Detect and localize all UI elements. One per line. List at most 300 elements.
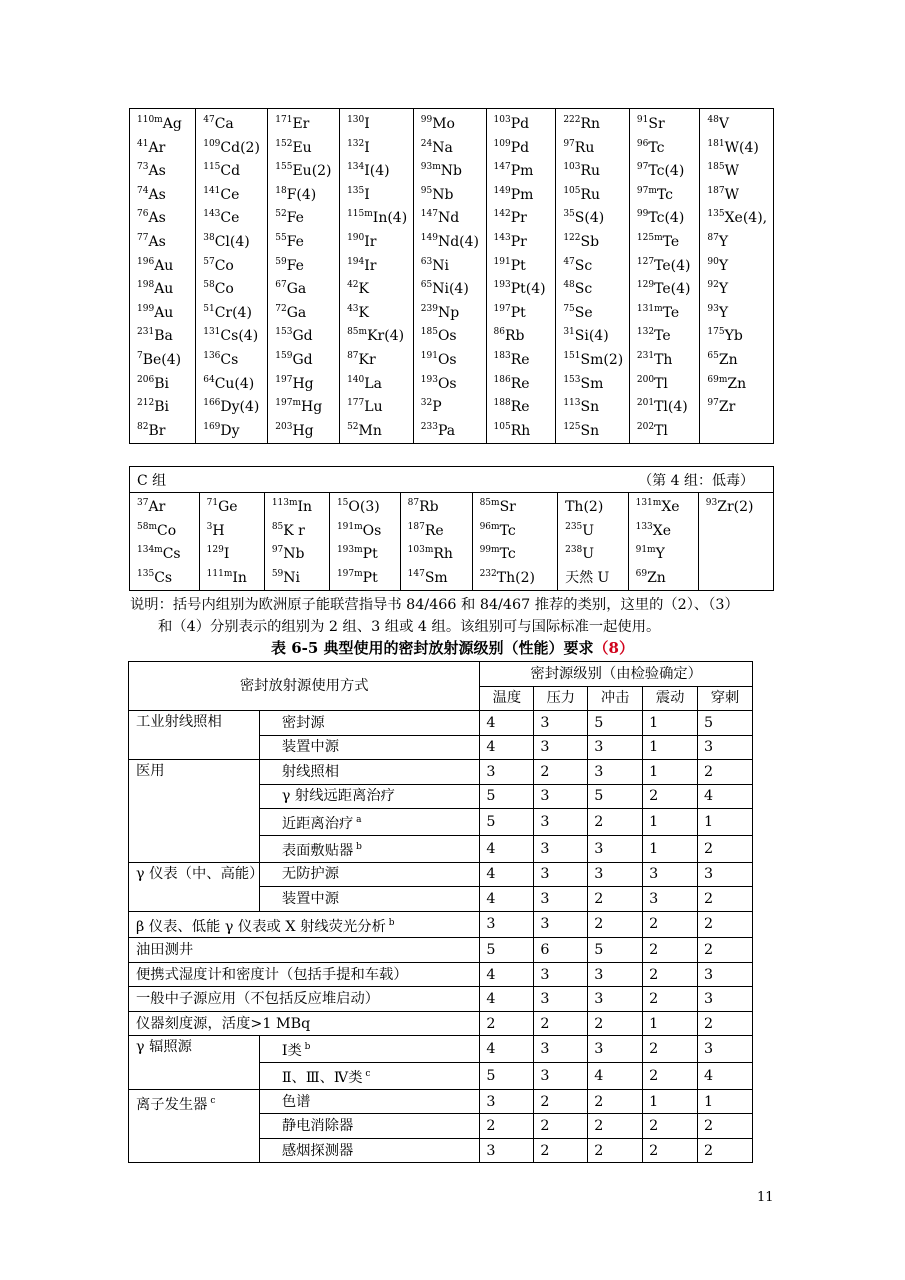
level-value: 3 bbox=[698, 1036, 753, 1063]
mass-number: 186 bbox=[493, 374, 511, 385]
header-col: 温度 bbox=[480, 686, 534, 711]
element-symbol: Na bbox=[432, 139, 453, 156]
table-row bbox=[129, 711, 753, 736]
nuclide-column bbox=[472, 493, 558, 591]
note-line-2: 和（4）分别表示的组别为 2 组、3 组或 4 组。该组别可与国际标准一起使用。 bbox=[158, 619, 661, 635]
mass-number: 197 bbox=[275, 374, 293, 385]
mass-number: 113 bbox=[563, 398, 581, 409]
nuclide bbox=[203, 113, 267, 137]
mass-number: 135 bbox=[137, 568, 155, 579]
element-symbol: Ru bbox=[580, 163, 601, 180]
nuclide bbox=[275, 231, 339, 255]
nuclide bbox=[203, 373, 267, 397]
table-row bbox=[129, 862, 753, 887]
element-symbol: Ag bbox=[162, 116, 182, 132]
element-symbol: Rh bbox=[510, 422, 531, 439]
mass-number: 171 bbox=[275, 115, 293, 125]
table-row bbox=[129, 1011, 753, 1036]
nuclide bbox=[563, 349, 629, 373]
element-symbol: Te bbox=[654, 328, 671, 345]
element-symbol: Bi bbox=[154, 399, 169, 416]
level-value: 4 bbox=[588, 1063, 643, 1090]
nuclide bbox=[707, 373, 773, 397]
mass-number: 130 bbox=[347, 115, 365, 125]
mass-number: 153 bbox=[563, 374, 581, 385]
element-symbol: Ni bbox=[432, 257, 449, 274]
nuclide bbox=[272, 567, 329, 591]
nuclide bbox=[707, 184, 773, 208]
element-symbol: P bbox=[432, 399, 442, 416]
nuclide bbox=[637, 396, 700, 420]
mass-number: 38 bbox=[203, 232, 215, 243]
level-value: 2 bbox=[588, 1089, 643, 1114]
element-symbol: Y bbox=[655, 546, 665, 562]
mass-number: 103 bbox=[493, 115, 511, 125]
level-value: 2 bbox=[534, 1089, 588, 1114]
level-value: 2 bbox=[534, 1138, 588, 1163]
nuclide bbox=[203, 420, 267, 444]
nuclide bbox=[563, 184, 629, 208]
mass-number: 188 bbox=[493, 398, 511, 409]
nuclide-table-c bbox=[129, 466, 774, 591]
level-value: 1 bbox=[643, 735, 698, 760]
footnote-mark: a bbox=[353, 815, 362, 825]
level-value: 2 bbox=[643, 1114, 698, 1139]
level-value: 4 bbox=[480, 711, 534, 736]
element-symbol: As bbox=[148, 210, 166, 227]
nuclide-column bbox=[130, 493, 200, 591]
mass-number: 141 bbox=[203, 185, 221, 196]
mass-number: 86 bbox=[493, 327, 505, 338]
element-symbol: Au bbox=[154, 281, 174, 298]
table-6-5-body bbox=[129, 662, 753, 1163]
header-col: 压力 bbox=[534, 686, 588, 711]
nuclide bbox=[275, 373, 339, 397]
mass-number: 87 bbox=[347, 350, 359, 361]
element-symbol: Lu bbox=[364, 399, 383, 416]
nuclide bbox=[565, 520, 628, 544]
mass-number: 166 bbox=[203, 398, 221, 409]
mass-number: 169 bbox=[203, 421, 221, 432]
nuclide bbox=[421, 373, 486, 397]
nuclide bbox=[563, 160, 629, 184]
usage-sub: 色谱 bbox=[259, 1089, 480, 1114]
nuclide bbox=[275, 207, 339, 231]
nuclide bbox=[637, 373, 700, 397]
level-value: 2 bbox=[698, 1138, 753, 1163]
element-symbol: Rb bbox=[505, 328, 525, 345]
nuclide bbox=[565, 496, 628, 520]
nuclide bbox=[408, 543, 472, 567]
mass-number: 85 bbox=[271, 521, 284, 532]
nuclide bbox=[563, 325, 629, 349]
usage-group: 离子发生器 $^c$ bbox=[129, 1089, 260, 1163]
element-symbol: Er bbox=[292, 116, 310, 132]
nuclide-column bbox=[400, 493, 472, 591]
nuclide bbox=[421, 184, 486, 208]
element-symbol: O(3) bbox=[348, 499, 380, 515]
nuclide bbox=[275, 113, 339, 137]
mass-number: 197m bbox=[336, 568, 363, 579]
level-value: 3 bbox=[534, 711, 588, 736]
element-symbol: Nd bbox=[437, 210, 460, 227]
element-symbol: Sm bbox=[424, 569, 448, 586]
nuclide bbox=[636, 520, 698, 544]
nuclide bbox=[563, 396, 629, 420]
level-value: 2 bbox=[643, 1138, 698, 1163]
element-symbol: Tc bbox=[648, 139, 665, 156]
element-symbol: Ar bbox=[148, 139, 166, 156]
usage-sub: 无防护源 bbox=[259, 862, 480, 887]
usage-sub: 静电消除器 bbox=[259, 1114, 480, 1139]
mass-number: 175 bbox=[707, 327, 725, 338]
nuclide bbox=[347, 231, 413, 255]
level-value: 5 bbox=[588, 784, 643, 809]
nuclide bbox=[275, 325, 339, 349]
level-value: 3 bbox=[534, 784, 588, 809]
element-symbol: Ga bbox=[286, 281, 307, 298]
mass-number: 194 bbox=[347, 256, 365, 267]
mass-number: 132 bbox=[636, 327, 655, 338]
element-symbol: Y bbox=[718, 304, 729, 321]
mass-number: 199 bbox=[137, 303, 155, 314]
mass-number: 193 bbox=[420, 374, 438, 385]
level-value: 3 bbox=[534, 735, 588, 760]
mass-number: 111m bbox=[206, 568, 233, 579]
nuclide bbox=[421, 396, 486, 420]
element-symbol: Pd bbox=[510, 139, 530, 156]
mass-number: 147 bbox=[420, 209, 438, 220]
nuclide-column bbox=[130, 109, 196, 444]
level-value: 3 bbox=[698, 987, 753, 1012]
nuclide bbox=[421, 278, 486, 302]
element-symbol: Re bbox=[510, 351, 530, 368]
mass-number: 43 bbox=[347, 303, 359, 314]
mass-number: 74 bbox=[137, 185, 149, 196]
element-symbol: Eu(2) bbox=[292, 163, 332, 180]
table-c-body-row bbox=[130, 493, 774, 591]
nuclide bbox=[637, 184, 700, 208]
element-symbol: Xe(4), bbox=[724, 210, 768, 227]
usage-sub: Ⅰ类 $^b$ bbox=[259, 1036, 480, 1063]
element-symbol: Sn bbox=[580, 422, 600, 439]
level-value: 1 bbox=[698, 809, 753, 836]
mass-number: 191m bbox=[336, 521, 363, 532]
mass-number: 58 bbox=[203, 280, 215, 291]
nuclide-column bbox=[196, 109, 268, 444]
usage-cell: 一般中子源应用（不包括反应堆启动） bbox=[129, 987, 480, 1012]
mass-number: 37 bbox=[137, 498, 149, 508]
table-row bbox=[129, 938, 753, 963]
element-symbol: Cs bbox=[220, 351, 239, 368]
nuclide bbox=[137, 302, 195, 326]
level-value: 3 bbox=[534, 1036, 588, 1063]
level-value: 2 bbox=[643, 784, 698, 809]
mass-number: 187 bbox=[707, 185, 725, 196]
mass-number: 149 bbox=[420, 232, 438, 243]
element-symbol: H bbox=[212, 522, 225, 539]
nuclide bbox=[421, 420, 486, 444]
element-symbol: Pr bbox=[510, 233, 527, 250]
table-6-5 bbox=[128, 661, 753, 1163]
level-value: 3 bbox=[588, 760, 643, 785]
nuclide bbox=[707, 207, 773, 231]
header-col: 冲击 bbox=[588, 686, 643, 711]
element-symbol: Os bbox=[437, 375, 457, 392]
nuclide bbox=[637, 349, 700, 373]
mass-number: 35 bbox=[563, 209, 575, 220]
level-value: 3 bbox=[534, 987, 588, 1012]
element-symbol: Re bbox=[510, 375, 530, 392]
nuclide bbox=[275, 160, 339, 184]
nuclide bbox=[207, 567, 264, 591]
mass-number: 212 bbox=[137, 398, 155, 409]
level-value: 2 bbox=[698, 1114, 753, 1139]
mass-number: 222 bbox=[563, 115, 581, 125]
nuclide bbox=[275, 137, 339, 161]
mass-number: 135 bbox=[707, 209, 725, 220]
mass-number: 203 bbox=[275, 421, 293, 432]
mass-number: 72 bbox=[275, 303, 287, 314]
footnote-mark: c bbox=[362, 1069, 371, 1080]
element-symbol: Os bbox=[362, 522, 382, 539]
element-symbol: Ar bbox=[148, 499, 166, 515]
usage-cell: 仪器刻度源，活度>1 MBq bbox=[129, 1011, 480, 1036]
element-symbol: Co bbox=[157, 522, 177, 539]
nuclide bbox=[494, 255, 556, 279]
nuclide-column bbox=[486, 109, 556, 444]
element-symbol: Te bbox=[662, 304, 680, 321]
nuclide bbox=[275, 255, 339, 279]
nuclide bbox=[636, 496, 698, 520]
nuclide bbox=[421, 207, 486, 231]
level-value: 3 bbox=[480, 760, 534, 785]
nuclide bbox=[347, 113, 413, 137]
nuclide bbox=[421, 325, 486, 349]
table-row bbox=[129, 1089, 753, 1114]
element-symbol: U bbox=[582, 546, 595, 562]
nuclide bbox=[347, 184, 413, 208]
element-symbol: As bbox=[148, 186, 166, 203]
mass-number: 59 bbox=[271, 568, 284, 579]
level-value: 2 bbox=[698, 1011, 753, 1036]
mass-number: 122 bbox=[563, 232, 581, 243]
mass-number: 115 bbox=[203, 162, 221, 173]
element-symbol: Ce bbox=[220, 186, 240, 203]
level-value: 5 bbox=[480, 784, 534, 809]
nuclide bbox=[480, 567, 558, 591]
mass-number: 93 bbox=[707, 303, 719, 314]
nuclide-column bbox=[698, 493, 773, 591]
mass-number: 134 bbox=[347, 162, 365, 173]
mass-number: 147 bbox=[493, 162, 511, 173]
nuclide bbox=[137, 278, 195, 302]
element-symbol: Tc(4) bbox=[648, 163, 685, 180]
element-symbol: As bbox=[148, 233, 166, 250]
element-symbol: La bbox=[364, 375, 382, 392]
usage-sub: 近距离治疗 $^a$ bbox=[259, 809, 480, 836]
table-note bbox=[130, 594, 780, 638]
mass-number: 15 bbox=[336, 498, 349, 508]
mass-number: 127 bbox=[636, 256, 655, 267]
level-value: 4 bbox=[480, 987, 534, 1012]
nuclide bbox=[480, 543, 558, 567]
element-symbol: Sc bbox=[574, 257, 593, 274]
table-6-5-title-ref: （8） bbox=[593, 639, 634, 657]
level-value: 4 bbox=[480, 835, 534, 862]
mass-number: 65 bbox=[420, 280, 433, 291]
nuclide bbox=[207, 520, 264, 544]
nuclide bbox=[494, 349, 556, 373]
mass-number: 57 bbox=[203, 256, 215, 267]
element-symbol: Pt bbox=[362, 546, 378, 562]
nuclide bbox=[137, 396, 195, 420]
element-symbol: I bbox=[364, 139, 370, 156]
element-symbol: Th bbox=[654, 351, 673, 368]
header-col: 震动 bbox=[643, 686, 698, 711]
nuclide bbox=[421, 137, 486, 161]
mass-number: 153 bbox=[275, 327, 293, 338]
mass-number: 47 bbox=[203, 115, 215, 125]
level-value: 2 bbox=[643, 911, 698, 938]
level-value: 2 bbox=[588, 809, 643, 836]
element-symbol: Te(4) bbox=[654, 257, 691, 274]
mass-number: 196 bbox=[137, 256, 155, 267]
nuclide bbox=[563, 255, 629, 279]
mass-number: 91 bbox=[636, 115, 649, 125]
element-symbol: Cs bbox=[162, 546, 181, 562]
element-symbol: I bbox=[223, 546, 230, 562]
mass-number: 190 bbox=[347, 232, 365, 243]
nuclide bbox=[494, 396, 556, 420]
element-symbol: Os bbox=[437, 351, 457, 368]
level-value: 3 bbox=[588, 1036, 643, 1063]
element-symbol: Re bbox=[510, 399, 530, 416]
mass-number: 159 bbox=[275, 350, 293, 361]
nuclide bbox=[565, 567, 628, 591]
nuclide-table-b bbox=[129, 108, 774, 444]
element-symbol: Cs bbox=[154, 569, 173, 586]
element-symbol: Tc bbox=[656, 186, 673, 203]
table-c-title: C 组 bbox=[137, 472, 167, 489]
mass-number: 103 bbox=[563, 162, 581, 173]
level-value: 2 bbox=[588, 1114, 643, 1139]
element-symbol: Bi bbox=[154, 375, 169, 392]
nuclide bbox=[203, 160, 267, 184]
level-value: 2 bbox=[588, 887, 643, 912]
element-symbol: Tc bbox=[499, 546, 516, 562]
mass-number: 131m bbox=[636, 303, 663, 314]
nuclide bbox=[480, 496, 558, 520]
nuclide bbox=[275, 278, 339, 302]
table-row bbox=[129, 1036, 753, 1063]
level-value: 5 bbox=[480, 938, 534, 963]
nuclide bbox=[137, 207, 195, 231]
level-value: 5 bbox=[480, 1063, 534, 1090]
nuclide bbox=[203, 325, 267, 349]
element-symbol: Ce bbox=[220, 210, 240, 227]
element-symbol: Ca bbox=[214, 116, 234, 132]
element-symbol: Br bbox=[148, 422, 166, 439]
nuclide bbox=[137, 231, 195, 255]
level-value: 3 bbox=[698, 862, 753, 887]
mass-number: 76 bbox=[137, 209, 149, 220]
table-row bbox=[129, 911, 753, 938]
mass-number: 109 bbox=[493, 138, 511, 149]
table-c-header-row bbox=[130, 467, 774, 493]
nuclide bbox=[637, 302, 700, 326]
nuclide bbox=[637, 255, 700, 279]
nuclide bbox=[137, 184, 195, 208]
element-symbol: Xe bbox=[661, 499, 680, 515]
nuclide bbox=[137, 543, 199, 567]
nuclide bbox=[637, 278, 700, 302]
element-symbol: Co bbox=[214, 257, 234, 274]
element-symbol: Ge bbox=[218, 499, 238, 515]
element-symbol: Te bbox=[662, 233, 680, 250]
mass-number: 58m bbox=[137, 521, 157, 532]
nuclide bbox=[494, 207, 556, 231]
element-symbol: Hg bbox=[292, 375, 314, 392]
mass-number: 239 bbox=[420, 303, 438, 314]
nuclide-column bbox=[628, 493, 698, 591]
nuclide bbox=[706, 496, 773, 520]
usage-group: γ 辐照源 bbox=[129, 1036, 260, 1090]
mass-number: 105 bbox=[563, 185, 581, 196]
element-symbol: 天然 U bbox=[565, 569, 610, 586]
element-symbol: Ni bbox=[283, 569, 300, 586]
level-value: 3 bbox=[480, 911, 534, 938]
footnote-mark: b bbox=[301, 1042, 311, 1053]
mass-number: 125 bbox=[563, 421, 581, 432]
element-symbol: K r bbox=[283, 522, 305, 539]
usage-sub: 装置中源 bbox=[259, 887, 480, 912]
mass-number: 131m bbox=[635, 498, 662, 508]
level-value: 4 bbox=[480, 862, 534, 887]
mass-number: 52 bbox=[275, 209, 287, 220]
nuclide bbox=[137, 567, 199, 591]
element-symbol: K bbox=[358, 304, 369, 321]
mass-number: 97 bbox=[636, 162, 649, 173]
mass-number: 69 bbox=[635, 568, 648, 579]
mass-number: 69m bbox=[707, 374, 728, 385]
element-symbol: In(4) bbox=[372, 210, 408, 227]
element-symbol: F(4) bbox=[286, 186, 317, 203]
mass-number: 187 bbox=[407, 521, 425, 532]
nuclide bbox=[707, 160, 773, 184]
nuclide bbox=[494, 325, 556, 349]
level-value: 2 bbox=[534, 760, 588, 785]
mass-number: 85m bbox=[347, 327, 368, 338]
nuclide bbox=[637, 231, 700, 255]
element-symbol: Cr(4) bbox=[214, 304, 252, 321]
mass-number: 143 bbox=[493, 232, 511, 243]
mass-number: 99 bbox=[420, 115, 433, 125]
nuclide bbox=[707, 325, 773, 349]
footnote-mark: b bbox=[385, 917, 395, 928]
table-6-5-title-text: 表 6-5 典型使用的密封放射源级别（性能）要求 bbox=[271, 639, 594, 657]
element-symbol: Dy bbox=[220, 422, 240, 439]
level-value: 2 bbox=[698, 760, 753, 785]
mass-number: 42 bbox=[347, 280, 359, 291]
level-value: 1 bbox=[643, 1011, 698, 1036]
mass-number: 131 bbox=[203, 327, 221, 338]
nuclide bbox=[137, 160, 195, 184]
usage-cell: 油田测井 bbox=[129, 938, 480, 963]
nuclide bbox=[347, 349, 413, 373]
element-symbol: In bbox=[232, 569, 247, 586]
nuclide-column bbox=[199, 493, 264, 591]
